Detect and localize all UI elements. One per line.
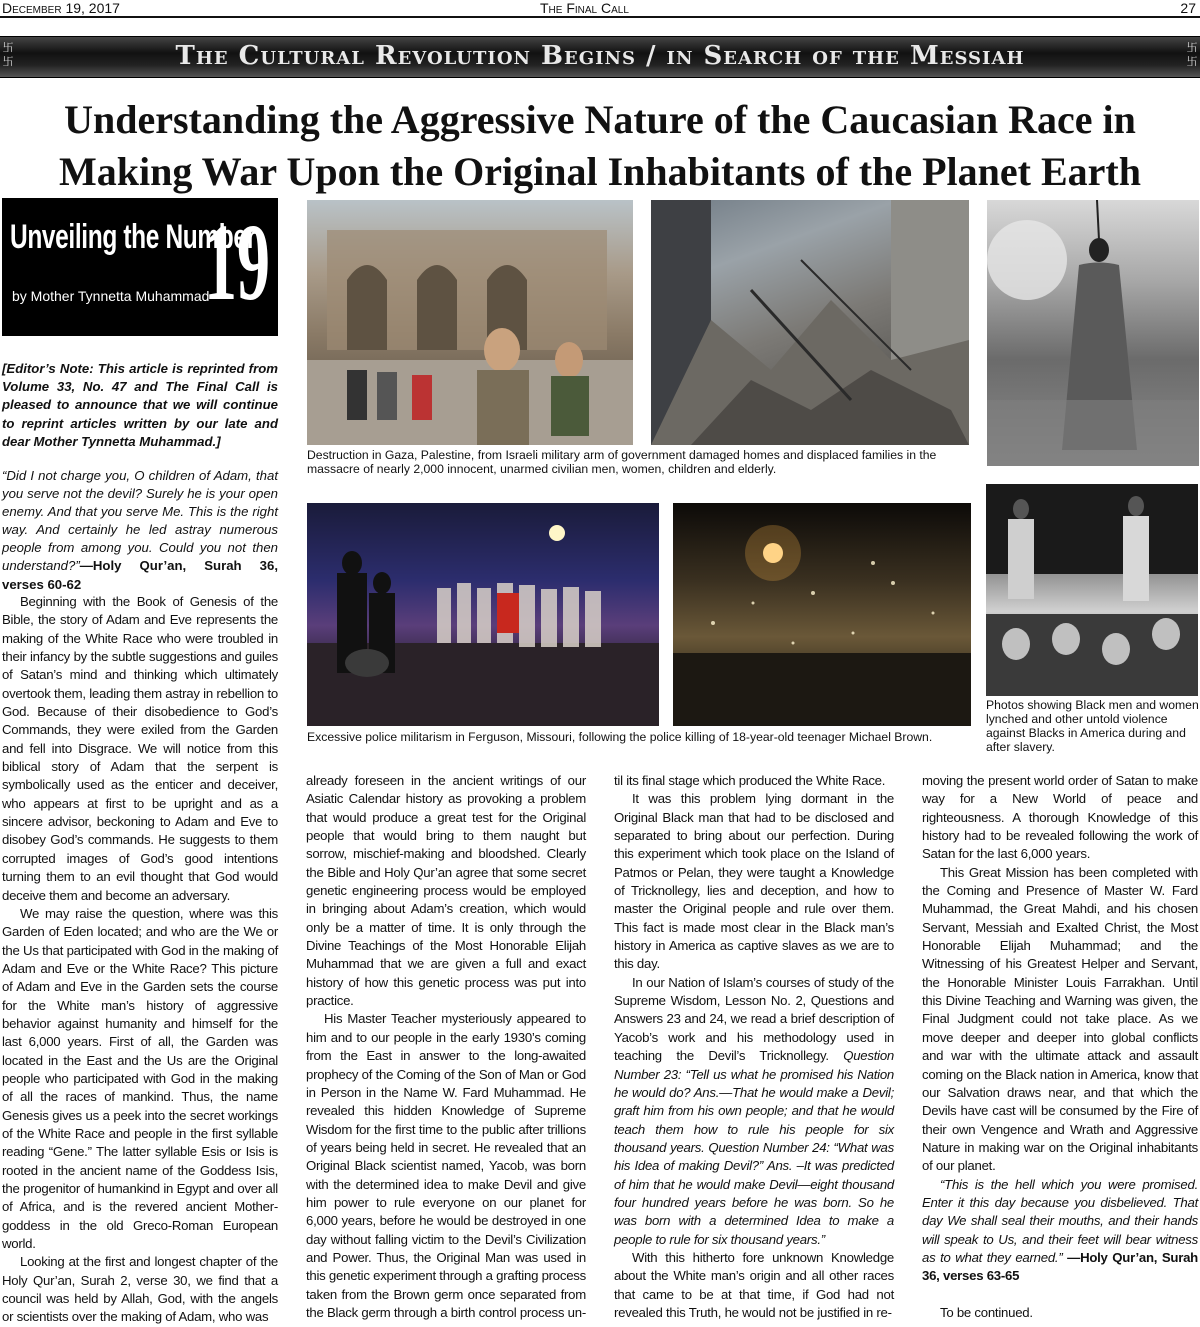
paragraph [614, 974, 894, 1249]
ferguson-protest-photo [307, 503, 659, 726]
publication-name: The Final Call [540, 0, 629, 16]
closing-quote-source: —Holy Qur’an, Surah 36, verses 63-65 [922, 1249, 1198, 1284]
paragraph: His Master Teacher mysteriously appeared to him and to our people in the early 1930’s coming from the East in answer to the long-awaited prophecy of the Coming of the Son of Man or God in Person in the Name W. Fard Muhammad. He revealed this hidden Knowledge of Supreme Wisdom for the first time to the public after trillions of years being held in secret. He revealed that an Original Black scientist named, Yacob, was born with the determined idea to make Devil and give him power to rule everyone on our planet for 6,000 years, before he would be destroyed in one day without falling victim to the Devil’s Civilization and Power. Thus, the Original Man was used in this genetic experiment through a grafting process taken from the Brown germ once separated from the Black germ through a birth control process un- [306, 1011, 587, 1320]
epigraph [2, 467, 278, 594]
closing-quote-paragraph [922, 1176, 1198, 1286]
ferguson-protest-photo-art [307, 503, 659, 726]
article-column-1 [2, 593, 278, 1327]
column-logo-title: Unveiling the Number [10, 218, 256, 256]
lynching-photo-caption: Photos showing Black men and women lynched and other untold violence against Blacks in America during and after slavery. [986, 698, 1199, 754]
paragraph: Looking at the first and longest chapter of the Holy Qur’an, Surah 2, verse 30, we find that a council was held by Allah, God, with the angels or scientists over the making of Adam, who was [2, 1254, 278, 1325]
article-headline [0, 94, 1200, 198]
epigraph-quote: “Did I not charge you, O children of Adam, that you serve not the devil? Surely he is your open enemy. And that you serve Me. This is the right way. And certainly he led astray numerous people from among you. Could you not then understand?” [2, 468, 278, 574]
ferguson-photo-caption: Excessive police militarism in Ferguson, Missouri, following the police killing of 18-year-old teenager Michael Brown. [307, 730, 933, 744]
lynching-photo-crowd [986, 484, 1198, 696]
paragraph: With this hitherto fore unknown Knowledge about the White man’s origin and all other races that came to be at that time, if God had not revealed this Truth, he would not be justified in re- [614, 1249, 894, 1320]
gaza-children-photo [307, 200, 633, 445]
headline-line-2: Making War Upon the Original Inhabitants of the Planet Earth [59, 149, 1141, 194]
paragraph: We may raise the question, where was this Garden of Eden located; and who are the We or the Us that participated with God in the making of Adam and Eve or the White Race? This picture of Adam and Eve in the Garden sets the course for the White man’s history of aggressive behavior against humanity and himself for the last 6,000 years. First of all, the Garden was located in the East and the Us are the Original people who participated with God in the making of all the races of mankind. Thus, the name Genesis gives us a peek into the secret workings of the White Race and people in the first syllable reading “Gene.” The latter syllable Esis or Isis is rooted in the ancient name of the Goddess Isis, the progenitor of humankind in Egypt and over all of Africa, and is the revered ancient Mother-goddess in the old Greco-Roman European world. [2, 905, 278, 1252]
banner-ornament-left-icon: 卐 卐 [2, 42, 14, 68]
gaza-rubble-photo [651, 200, 969, 445]
gaza-children-photo-art [307, 200, 633, 445]
banner-ornament-right-icon: 卐 卐 [1186, 42, 1198, 68]
lynching-photo-woman-art [987, 200, 1199, 466]
paragraph-text: In our Nation of Islam’s courses of study of the Supreme Wisdom, Lesson No. 2, Questions and Answers 23 and 24, we read a brief description of Yacob’s work and his methodology used in teaching the Devil’s Tricknollegy. [614, 974, 894, 1064]
paragraph: It was this problem lying dormant in the Original Black man that had to be disclosed and separated to bring about our perfection. During this experiment which took place on the Island of Patmos or Pelan, they were taught a Knowledge of Tricknollegy, lies and deception, and how to master the Original people and rule over them. This fact is made most clear in the Black man’s history in America as captive slaves as we are to this day. [614, 791, 894, 972]
page-header [0, 0, 1200, 18]
column-logo-byline: by Mother Tynnetta Muhammad [12, 288, 210, 304]
closing-quote: “This is the hell which you were promised. Enter it this day because you disbelieved. That day We shall seal their mouths, and their hands will speak to Us, and their feet will bear witness as to what they earned.” [922, 1176, 1198, 1265]
to-be-continued: To be continued. [940, 1304, 1033, 1320]
article-column-3 [614, 772, 894, 1322]
column-logo [2, 198, 278, 336]
column-logo-number: 19 [204, 201, 270, 323]
paragraph: til its final stage which produced the White Race. [614, 773, 886, 788]
epigraph-source: —Holy Qur’an, Surah 36, verses 60-62 [2, 558, 278, 592]
paragraph: Beginning with the Book of Genesis of the Bible, the story of Adam and Eve represents the making of the White Race who were troubled in their infancy by the subtle suggestions and guiles of Satan’s mind and thinking which ultimately overtook them, leading them astray in rebellion to God. Because of their disobedience to God’s Commands, they were exiled from the Garden and fell into Disgrace. We will notice from this biblical story of Adam that the serpent is symbolically used as the enticer and deceiver, who appears at first to be upright and as a sincere advisor, beckoning to Adam and Eve to disobey God’s commands. He suggests to them corrupted images of God’s good intentions turning them to an evil thought that God would deceive them and become an adversary. [2, 594, 278, 903]
lynching-photo-woman [987, 200, 1199, 466]
question-answer-quote: Question Number 23: “Tell us what he promised his Nation he would do? Ans.—That he would make a Devil; graft him from his own people; and that he would teach them how to rule his people for six thousand years. Question Number 24: “What was his Idea of making Devil?” Ans. –It was predicted of him that he would make Devil—eight thousand four hundred years before he was born. So he was born with a determined Idea to make a people to rule for six thousand years.” [614, 1048, 894, 1247]
banner-title: The Cultural Revolution Begins / in Search of the Messiah [175, 41, 1025, 71]
article-column-4 [922, 772, 1198, 1322]
paragraph: moving the present world order of Satan to make way for a New World of peace and righteousness. A thorough Knowledge of this history had to be revealed following the work of Satan for the last 6,000 years. [922, 773, 1198, 862]
section-banner [0, 36, 1200, 78]
article-column-2 [306, 772, 586, 1322]
issue-date: December 19, 2017 [2, 0, 120, 16]
editors-note: [Editor’s Note: This article is reprinted from Volume 33, No. 47 and The Final Call is pleased to announce that we will continue to reprint articles written by our late and dear Mother Tynnetta Muhammad.] [2, 361, 278, 449]
ferguson-street-photo [673, 503, 971, 726]
paragraph: already foreseen in the ancient writings of our Asiatic Calendar history as provoking a problem that would produce a great test for the Original people that would bring to them naught but sorrow, mischief-making and bloodshed. Clearly the Bible and Holy Qur’an agree that some secret genetic engineering process would be employed in bringing about Adam’s creation, which would only be a matter of time. It is only through the Divine Teachings of the Most Honorable Elijah Muhammad that we are given a full and exact history of how this genetic process was put into practice. [306, 773, 586, 1009]
gaza-rubble-photo-art [651, 200, 969, 445]
page-number: 27 [1180, 0, 1196, 16]
paragraph: This Great Mission has been completed with the Coming and Presence of Master W. Fard Muhammad, the Great Mahdi, and his chosen Servant, Messiah and Exalted Christ, the Most Honorable Elijah Muhammad; and the Witnessing of his Greatest Helper and Servant, the Honorable Minister Louis Farrakhan. Until this Divine Teaching and Warning was given, the Final Judgment could not take place. As we move deeper and deeper into global conflicts and war with the ultimate attack and assault coming on the Black nation in America, know that our Salvation draws near, and that which the Devils have cast will be consumed by the Fire of their own Vengence and Wrath and Aggressive Nature in making war on the Original inhabitants of our planet. [922, 864, 1198, 1174]
ferguson-street-photo-art [673, 503, 971, 726]
gaza-photo-caption: Destruction in Gaza, Palestine, from Israeli military arm of government damaged homes and displaced families in the massacre of nearly 2,000 innocent, unarmed civilian men, women, children and elderly. [307, 448, 937, 476]
headline-line-1: Understanding the Aggressive Nature of the Caucasian Race in [64, 97, 1136, 142]
lynching-photo-crowd-art [986, 484, 1198, 696]
